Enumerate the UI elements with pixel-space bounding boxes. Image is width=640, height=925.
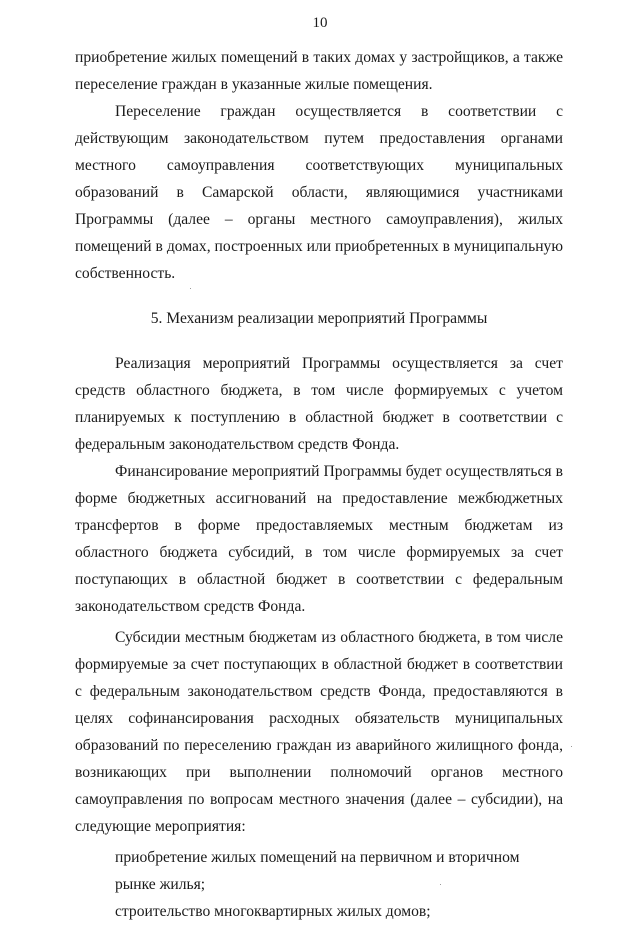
page-body	[75, 44, 563, 925]
paragraph-resettlement: Переселение граждан осуществляется в соответствии с действующим законодательством путем предоставления органами местного самоуправления соответствующих муниципальных образований в Самарской области, являющимися участниками Программы (далее – органы местного самоуправления), жилых помещений в домах, построенных или приобретенных в муниципальную собственность.	[75, 103, 563, 282]
section-heading: 5. Механизм реализации мероприятий Программы	[150, 310, 488, 327]
paragraph-implementation: Реализация мероприятий Программы осуществляется за счет средств областного бюджета, в том числе формируемых с учетом планируемых к поступлению в областной бюджет в соответствии с федеральным законодательством средств Фонда.	[75, 355, 563, 453]
page-number: 10	[312, 15, 328, 31]
list-item: приобретение жилых помещений на первичном и вторичном рынке жилья;	[115, 849, 520, 893]
list-item: строительство многоквартирных жилых домов;	[115, 903, 431, 920]
scan-speck	[571, 746, 572, 747]
scan-speck	[440, 884, 441, 885]
paragraph-continuation: приобретение жилых помещений в таких домах у застройщиков, а также переселение граждан в указанные жилые помещения.	[75, 49, 563, 93]
scan-speck	[190, 288, 191, 289]
paragraph-subsidies: Субсидии местным бюджетам из областного бюджета, в том числе формируемые за счет поступающих в областной бюджет в соответствии с федеральным законодательством средств Фонда, предоставляются в целях софинансирования расходных обязательств муниципальных образований по переселению граждан из аварийного жилищного фонда, возникающих при выполнении полномочий органов местного самоуправления по вопросам местного значения (далее – субсидии), на следующие мероприятия:	[75, 629, 563, 835]
paragraph-financing: Финансирование мероприятий Программы будет осуществляться в форме бюджетных ассигнований на предоставление межбюджетных трансфертов в форме предоставляемых местным бюджетам из областного бюджета субсидий, в том числе формируемых за счет поступающих в областной бюджет в соответствии с федеральным законодательством средств Фонда.	[75, 463, 563, 615]
